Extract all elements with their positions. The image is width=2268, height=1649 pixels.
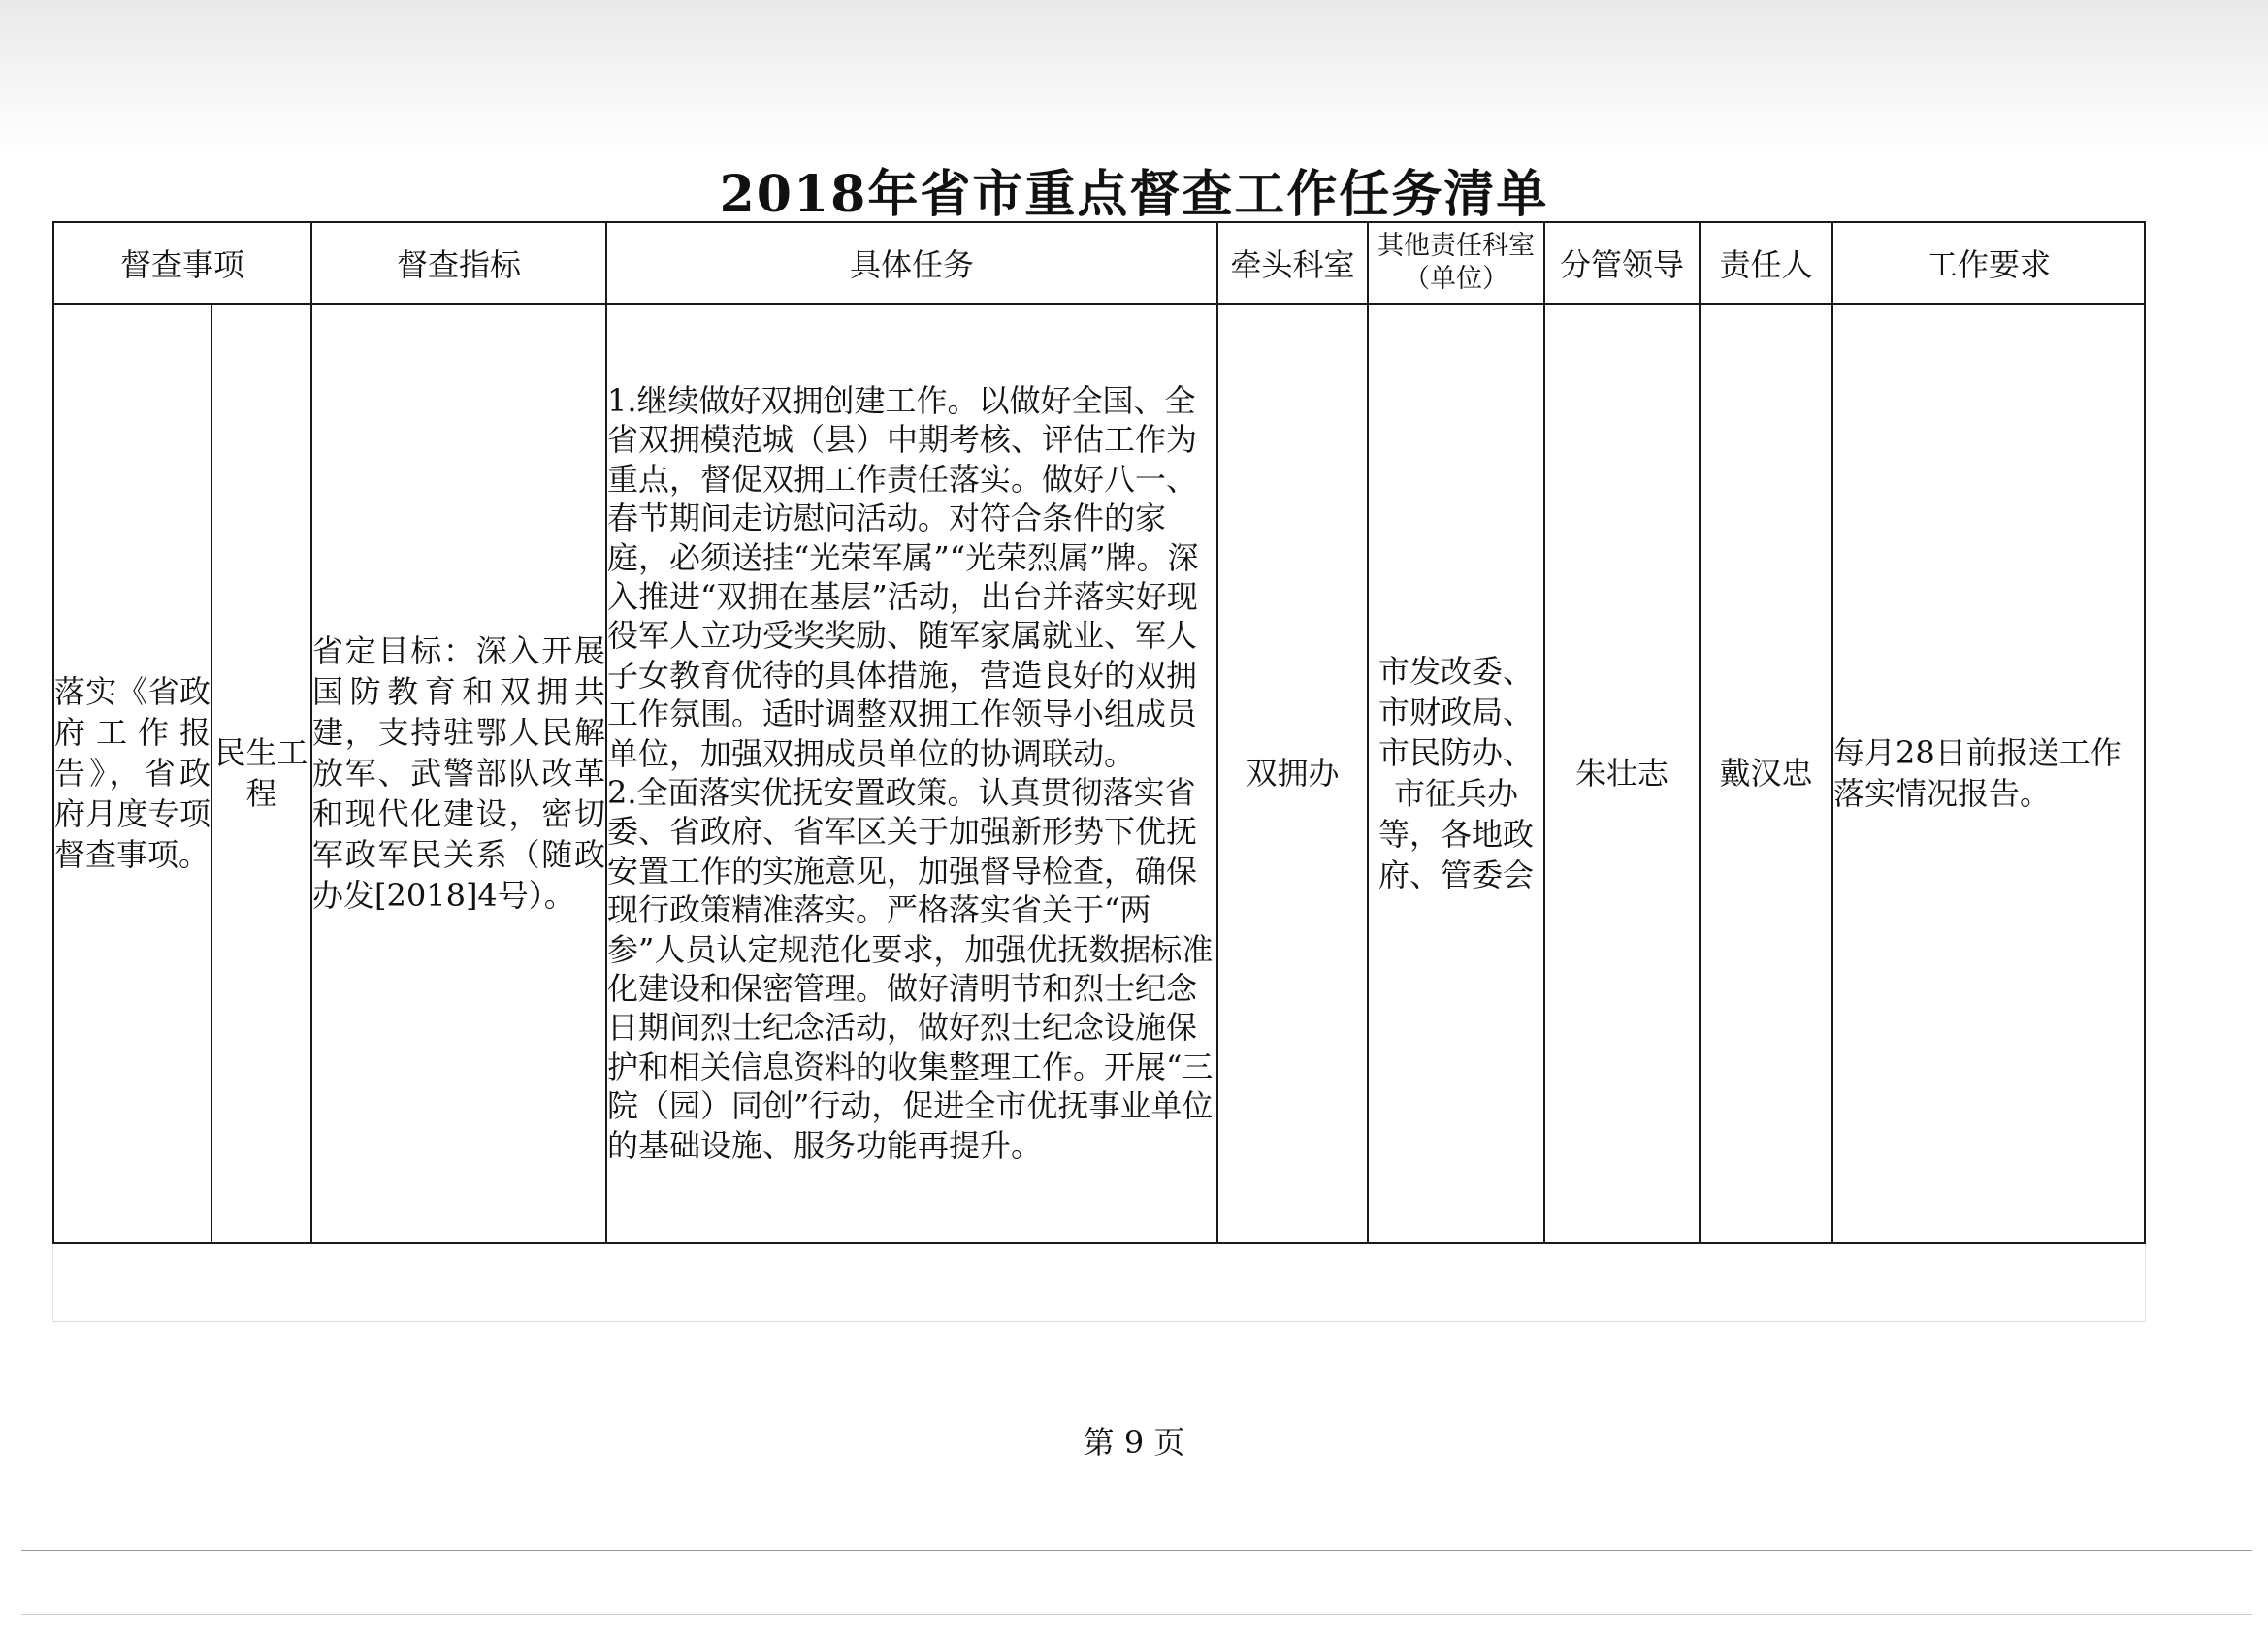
table-row bbox=[53, 304, 2145, 1243]
header-indicator: 督查指标 bbox=[311, 222, 606, 304]
tasks-cell bbox=[606, 304, 1217, 1243]
category-cell: 民生工程 bbox=[211, 304, 311, 1243]
indicator-cell: 省定目标：深入开展国防教育和双拥共建，支持驻鄂人民解放军、武警部队改革和现代化建设，密切军政军民关系（随政办发[2018]4号）。 bbox=[311, 304, 606, 1243]
task-paragraph-2: 2.全面落实优抚安置政策。认真贯彻落实省委、省政府、省军区关于加强新形势下优抚安置工作的实施意见，加强督导检查，确保现行政策精准落实。严格落实省关于“两参”人员认定规范化要求，加强优抚数据标准化建设和保密管理。做好清明节和烈士纪念日期间烈士纪念活动，做好烈士纪念设施保护和相关信息资料的收集整理工作。开展“三院（园）同创”行动，促进全市优抚事业单位的基础设施、服务功能再提升。 bbox=[607, 774, 1214, 1164]
item-cell: 落实《省政府工作报告》，省政府月度专项督查事项。 bbox=[53, 304, 211, 1243]
task-paragraph-1: 1.继续做好双拥创建工作。以做好全国、全省双拥模范城（县）中期考核、评估工作为重点，督促双拥工作责任落实。做好八一、春节期间走访慰问活动。对符合条件的家庭，必须送挂“光荣军属”“光荣烈属”牌。深入推进“双拥在基层”活动，出台并落实好现役军人立功受奖奖励、随军家属就业、军人子女教育优待的具体措施，营造良好的双拥工作氛围。适时调整双拥工作领导小组成员单位，加强双拥成员单位的协调联动。 bbox=[607, 381, 1199, 772]
other-offices-cell: 市发改委、市财政局、市民防办、市征兵办等，各地政府、管委会 bbox=[1368, 304, 1544, 1243]
responsible-cell: 戴汉忠 bbox=[1700, 304, 1832, 1243]
task-table bbox=[52, 221, 2146, 1244]
lead-office-cell: 双拥办 bbox=[1217, 304, 1368, 1243]
page-number: 第 9 页 bbox=[1083, 1424, 1185, 1461]
header-requirement: 工作要求 bbox=[1832, 222, 2145, 304]
document-title: 2018年省市重点督查工作任务清单 bbox=[719, 165, 1549, 224]
header-other-offices: 其他责任科室 （单位） bbox=[1368, 222, 1544, 304]
requirement-cell: 每月28日前报送工作落实情况报告。 bbox=[1832, 304, 2145, 1243]
header-item: 督查事项 bbox=[53, 222, 311, 304]
bottom-rule bbox=[21, 1550, 2252, 1551]
header-tasks: 具体任务 bbox=[606, 222, 1217, 304]
header-row bbox=[53, 222, 2145, 304]
header-leader: 分管领导 bbox=[1544, 222, 1700, 304]
header-lead-office: 牵头科室 bbox=[1217, 222, 1368, 304]
bleed-through-area bbox=[52, 1244, 2146, 1322]
leader-cell: 朱壮志 bbox=[1544, 304, 1700, 1243]
scan-background bbox=[0, 0, 2268, 155]
bottom-rule-2 bbox=[21, 1614, 2252, 1615]
header-responsible: 责任人 bbox=[1700, 222, 1832, 304]
